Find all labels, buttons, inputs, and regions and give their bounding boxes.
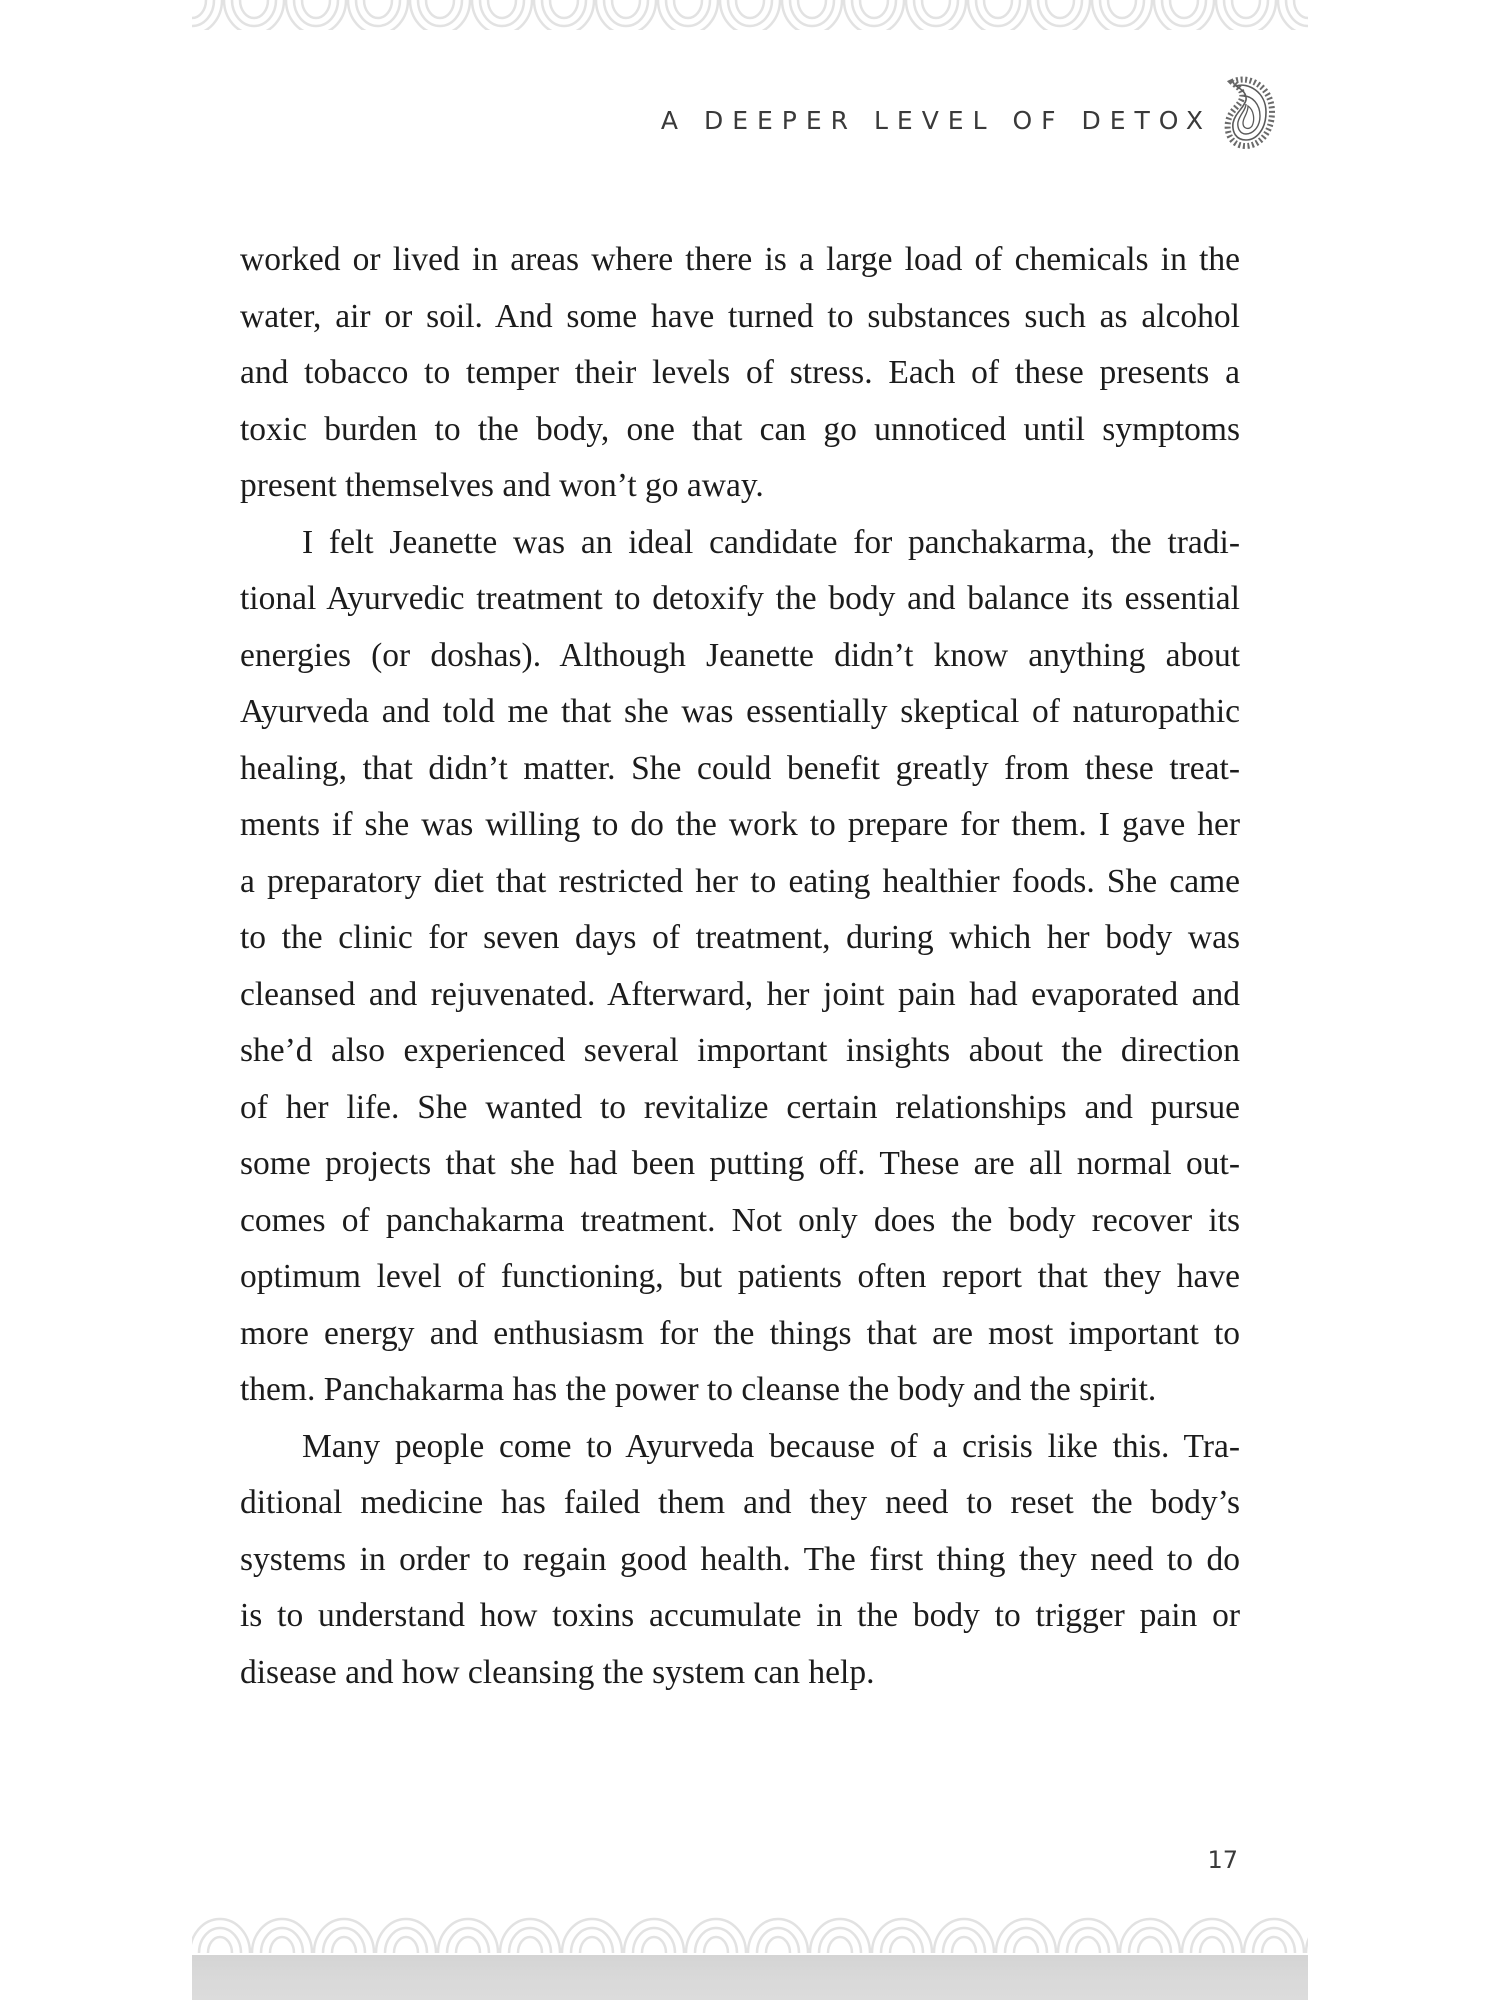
scallop-arc bbox=[447, 1928, 489, 1953]
paragraph bbox=[240, 232, 1240, 515]
scallop-arc bbox=[819, 1928, 861, 1953]
paragraph bbox=[240, 515, 1240, 1419]
text-line: Many people come to Ayurveda because of a crisis like this. Tra- bbox=[302, 1427, 1240, 1465]
text-line: energies (or doshas). Although Jeanette didn’t know anything about bbox=[240, 636, 1240, 674]
scallop-arc bbox=[1162, 0, 1206, 26]
scallop-arc bbox=[385, 1928, 427, 1953]
scallop-arc bbox=[852, 0, 896, 26]
scallop-arc bbox=[1306, 1919, 1308, 1953]
text-line: ments if she was willing to do the work to prepare for them. I gave her bbox=[240, 806, 1240, 843]
scallop-arc bbox=[356, 0, 400, 26]
scallop-arc bbox=[828, 1937, 852, 1953]
text-line: healing, that didn’t matter. She could benefit greatly from these treat- bbox=[240, 749, 1240, 787]
scallop-arc bbox=[232, 0, 276, 26]
text-line: water, air or soil. And some have turned to substances such as alcohol bbox=[240, 297, 1240, 335]
text-line: systems in order to regain good health. The first thing they need to do bbox=[240, 1540, 1240, 1578]
footer-band bbox=[192, 1955, 1308, 2000]
scallop-arc bbox=[612, 0, 640, 18]
scallop-arc bbox=[1262, 1937, 1286, 1953]
text-line: present themselves and won’t go away. bbox=[240, 467, 764, 504]
scallop-arc bbox=[1191, 1928, 1233, 1953]
text-line: more energy and enthusiasm for the things that are most important to bbox=[240, 1314, 1240, 1352]
scallop-arc bbox=[323, 1928, 365, 1953]
scallop-arc bbox=[976, 0, 1020, 26]
scallop-arc bbox=[426, 0, 454, 18]
scallop-arc bbox=[1005, 1928, 1047, 1953]
scallop-arc bbox=[1253, 1928, 1295, 1953]
scallop-arc bbox=[1232, 0, 1260, 18]
top-decorative-border bbox=[192, 0, 1308, 30]
body-text bbox=[240, 232, 1240, 1701]
scallop-arc bbox=[1067, 1928, 1109, 1953]
running-head-title: A DEEPER LEVEL OF DETOX bbox=[660, 105, 1212, 135]
scallop-arc bbox=[798, 0, 826, 18]
text-line: them. Panchakarma has the power to cleanse the body and the spirit. bbox=[240, 1371, 1157, 1408]
scallop-arc bbox=[757, 1928, 799, 1953]
scallop-arc bbox=[695, 1928, 737, 1953]
scallop-arc bbox=[1100, 0, 1144, 26]
text-line: a preparatory diet that restricted her to eating healthier foods. She came bbox=[240, 862, 1240, 900]
text-line: to the clinic for seven days of treatment, during which her body was bbox=[240, 919, 1240, 956]
scallop-arc bbox=[1200, 1937, 1224, 1953]
scallop-arc bbox=[456, 1937, 480, 1953]
scallop-arc bbox=[1076, 1937, 1100, 1953]
scallop-arc bbox=[364, 0, 392, 18]
scallop-arc bbox=[642, 1937, 666, 1953]
paragraph bbox=[240, 1419, 1240, 1702]
text-line: is to understand how toxins accumulate in the body to trigger pain or bbox=[240, 1597, 1240, 1634]
text-line: Ayurveda and told me that she was essentially skeptical of naturopathic bbox=[240, 693, 1240, 730]
text-line: some projects that she had been putting off. These are all normal out- bbox=[240, 1145, 1240, 1182]
text-line: comes of panchakarma treatment. Not only does the body recover its bbox=[240, 1201, 1240, 1239]
scallop-arc bbox=[1038, 0, 1082, 26]
scallop-arc bbox=[580, 1937, 604, 1953]
scallop-arc bbox=[1170, 0, 1198, 18]
text-line: disease and how cleansing the system can help. bbox=[240, 1653, 875, 1691]
text-line: and tobacco to temper their levels of stress. Each of these presents a bbox=[240, 354, 1240, 391]
scallop-arc bbox=[270, 1937, 294, 1953]
scallop-pattern-top bbox=[192, 0, 1308, 30]
scallop-arc bbox=[890, 1937, 914, 1953]
scallop-arc bbox=[604, 0, 648, 26]
text-line: optimum level of functioning, but patients often report that they have bbox=[240, 1258, 1240, 1295]
text-line: tional Ayurvedic treatment to detoxify the body and balance its essential bbox=[240, 580, 1240, 617]
scallop-arc bbox=[1294, 0, 1308, 18]
text-line: ditional medicine has failed them and they need to reset the body’s bbox=[240, 1484, 1240, 1521]
running-head bbox=[661, 100, 1212, 140]
scallop-arc bbox=[518, 1937, 542, 1953]
text-line: worked or lived in areas where there is a large load of chemicals in the bbox=[240, 241, 1240, 278]
scallop-arc bbox=[488, 0, 516, 18]
scallop-arc bbox=[881, 1928, 923, 1953]
scallop-arc bbox=[509, 1928, 551, 1953]
text-line: of her life. She wanted to revitalize certain relationships and pursue bbox=[240, 1088, 1240, 1126]
scallop-arc bbox=[418, 0, 462, 26]
scallop-arc bbox=[984, 0, 1012, 18]
scallop-arc bbox=[192, 0, 206, 18]
scallop-arc bbox=[860, 0, 888, 18]
scallop-arc bbox=[480, 0, 524, 26]
text-line: I felt Jeanette was an ideal candidate for panchakarma, the tradi- bbox=[302, 523, 1240, 561]
text-line: toxic burden to the body, one that can go unnoticed until symptoms bbox=[240, 410, 1240, 448]
scallop-arc bbox=[542, 0, 586, 26]
scallop-arc bbox=[1129, 1928, 1171, 1953]
scallop-arc bbox=[332, 1937, 356, 1953]
scallop-arc bbox=[1014, 1937, 1038, 1953]
scallop-arc bbox=[790, 0, 834, 26]
scallop-arc bbox=[571, 1928, 613, 1953]
scallop-arc bbox=[302, 0, 330, 18]
scallop-arc bbox=[1108, 0, 1136, 18]
scallop-arc bbox=[736, 0, 764, 18]
scallop-arc bbox=[208, 1937, 232, 1953]
page-number: 17 bbox=[1207, 1846, 1238, 1874]
scallop-arc bbox=[914, 0, 958, 26]
scallop-arc bbox=[240, 0, 268, 18]
text-line: she’d also experienced several important insights about the direction bbox=[240, 1032, 1240, 1069]
paisley-icon bbox=[1218, 72, 1282, 152]
scallop-arc bbox=[550, 0, 578, 18]
scallop-arc bbox=[766, 1937, 790, 1953]
scallop-arc bbox=[704, 1937, 728, 1953]
scallop-arc bbox=[294, 0, 338, 26]
scallop-arc bbox=[261, 1928, 303, 1953]
bottom-decorative-border bbox=[192, 1915, 1308, 2000]
book-page bbox=[192, 0, 1308, 2000]
scallop-arc bbox=[633, 1928, 675, 1953]
scallop-arc bbox=[728, 0, 772, 26]
scallop-pattern-bottom bbox=[192, 1915, 1308, 1953]
scallop-arc bbox=[666, 0, 710, 26]
scallop-arc bbox=[674, 0, 702, 18]
scallop-arc bbox=[1224, 0, 1268, 26]
text-line: cleansed and rejuvenated. Afterward, her joint pain had evaporated and bbox=[240, 975, 1240, 1013]
scallop-arc bbox=[1046, 0, 1074, 18]
scallop-arc bbox=[1138, 1937, 1162, 1953]
scallop-arc bbox=[943, 1928, 985, 1953]
scallop-arc bbox=[922, 0, 950, 18]
scallop-arc bbox=[952, 1937, 976, 1953]
scallop-arc bbox=[199, 1928, 241, 1953]
scallop-arc bbox=[394, 1937, 418, 1953]
